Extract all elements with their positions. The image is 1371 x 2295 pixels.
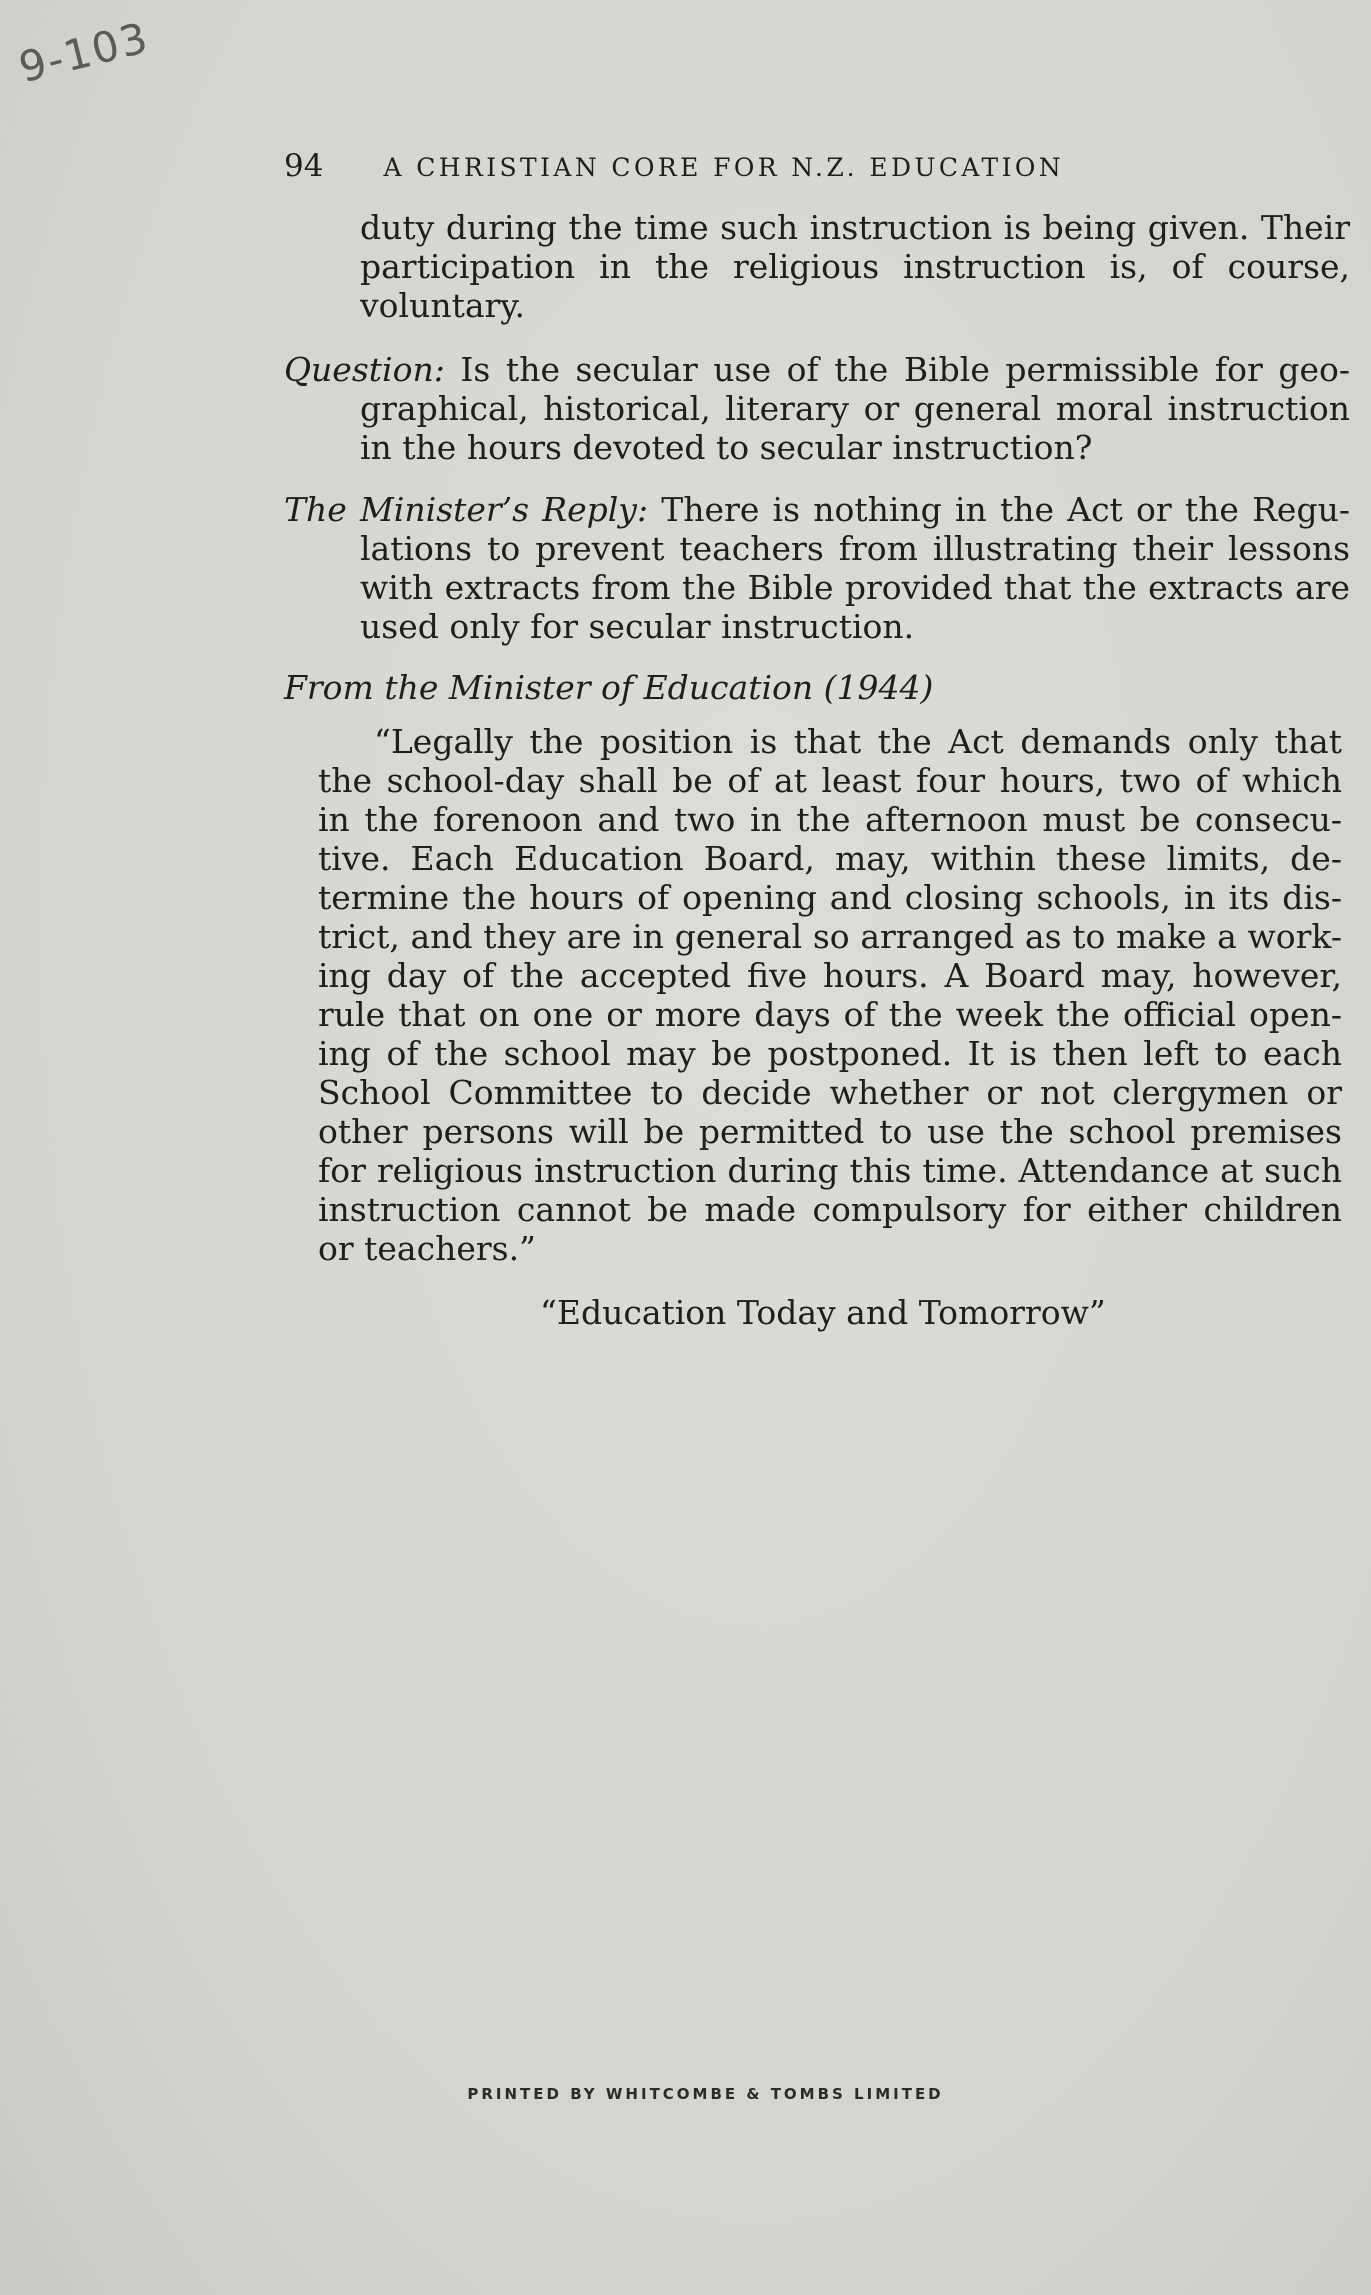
text-line: School Committee to decide whether or not clergymen or — [318, 1073, 1342, 1112]
printer-imprint: PRINTED BY WHITCOMBE & TOMBS LIMITED — [467, 2085, 944, 2103]
text-line: trict, and they are in general so arranged as to make a work- — [318, 917, 1342, 956]
text-line: with extracts from the Bible provided that the extracts are — [360, 568, 1350, 607]
pencil-margin-note: 9-103 — [14, 12, 155, 93]
running-head — [284, 148, 1224, 188]
text-line: ing of the school may be postponed. It is then left to each — [318, 1034, 1342, 1073]
question-text: Is the secular use of the Bible permissible for geo- — [444, 350, 1350, 389]
text-line: in the hours devoted to secular instruction? — [360, 428, 1093, 467]
reply-paragraph — [284, 490, 1350, 646]
text-line: rule that on one or more days of the week the official open- — [318, 995, 1342, 1034]
text-line: tive. Each Education Board, may, within these limits, de- — [318, 839, 1342, 878]
text-line — [284, 350, 1350, 389]
text-line: duty during the time such instruction is being given. Their — [360, 208, 1350, 247]
page-number: 94 — [284, 148, 324, 184]
reply-text: There is nothing in the Act or the Regu- — [648, 490, 1350, 529]
text-line: voluntary. — [360, 286, 526, 325]
text-line: in the forenoon and two in the afternoon must be consecu- — [318, 800, 1342, 839]
running-title: A CHRISTIAN CORE FOR N.Z. EDUCATION — [383, 153, 1065, 182]
text-line: for religious instruction during this time. Attendance at such — [318, 1151, 1342, 1190]
continuation-paragraph — [360, 208, 1350, 325]
question-paragraph — [284, 350, 1350, 467]
text-line: used only for secular instruction. — [360, 607, 915, 646]
attribution: “Education Today and Tomorrow” — [540, 1293, 1106, 1332]
text-line: termine the hours of opening and closing schools, in its dis- — [318, 878, 1342, 917]
text-line — [284, 490, 1350, 529]
text-line: lations to prevent teachers from illustrating their lessons — [360, 529, 1350, 568]
text-line: other persons will be permitted to use the school premises — [318, 1112, 1342, 1151]
text-line: graphical, historical, literary or general moral instruction — [360, 389, 1350, 428]
source-heading: From the Minister of Education (1944) — [284, 668, 934, 707]
text-line: participation in the religious instruction is, of course, — [360, 247, 1350, 286]
text-line: or teachers.” — [318, 1229, 536, 1268]
question-label: Question: — [284, 350, 445, 389]
text-line: ing day of the accepted five hours. A Board may, however, — [318, 956, 1342, 995]
reply-label: The Minister’s Reply: — [284, 490, 649, 529]
text-line: “Legally the position is that the Act demands only that — [374, 722, 1342, 761]
text-line: instruction cannot be made compulsory for either children — [318, 1190, 1342, 1229]
quote-paragraph — [318, 722, 1342, 1268]
text-line: the school-day shall be of at least four hours, two of which — [318, 761, 1342, 800]
